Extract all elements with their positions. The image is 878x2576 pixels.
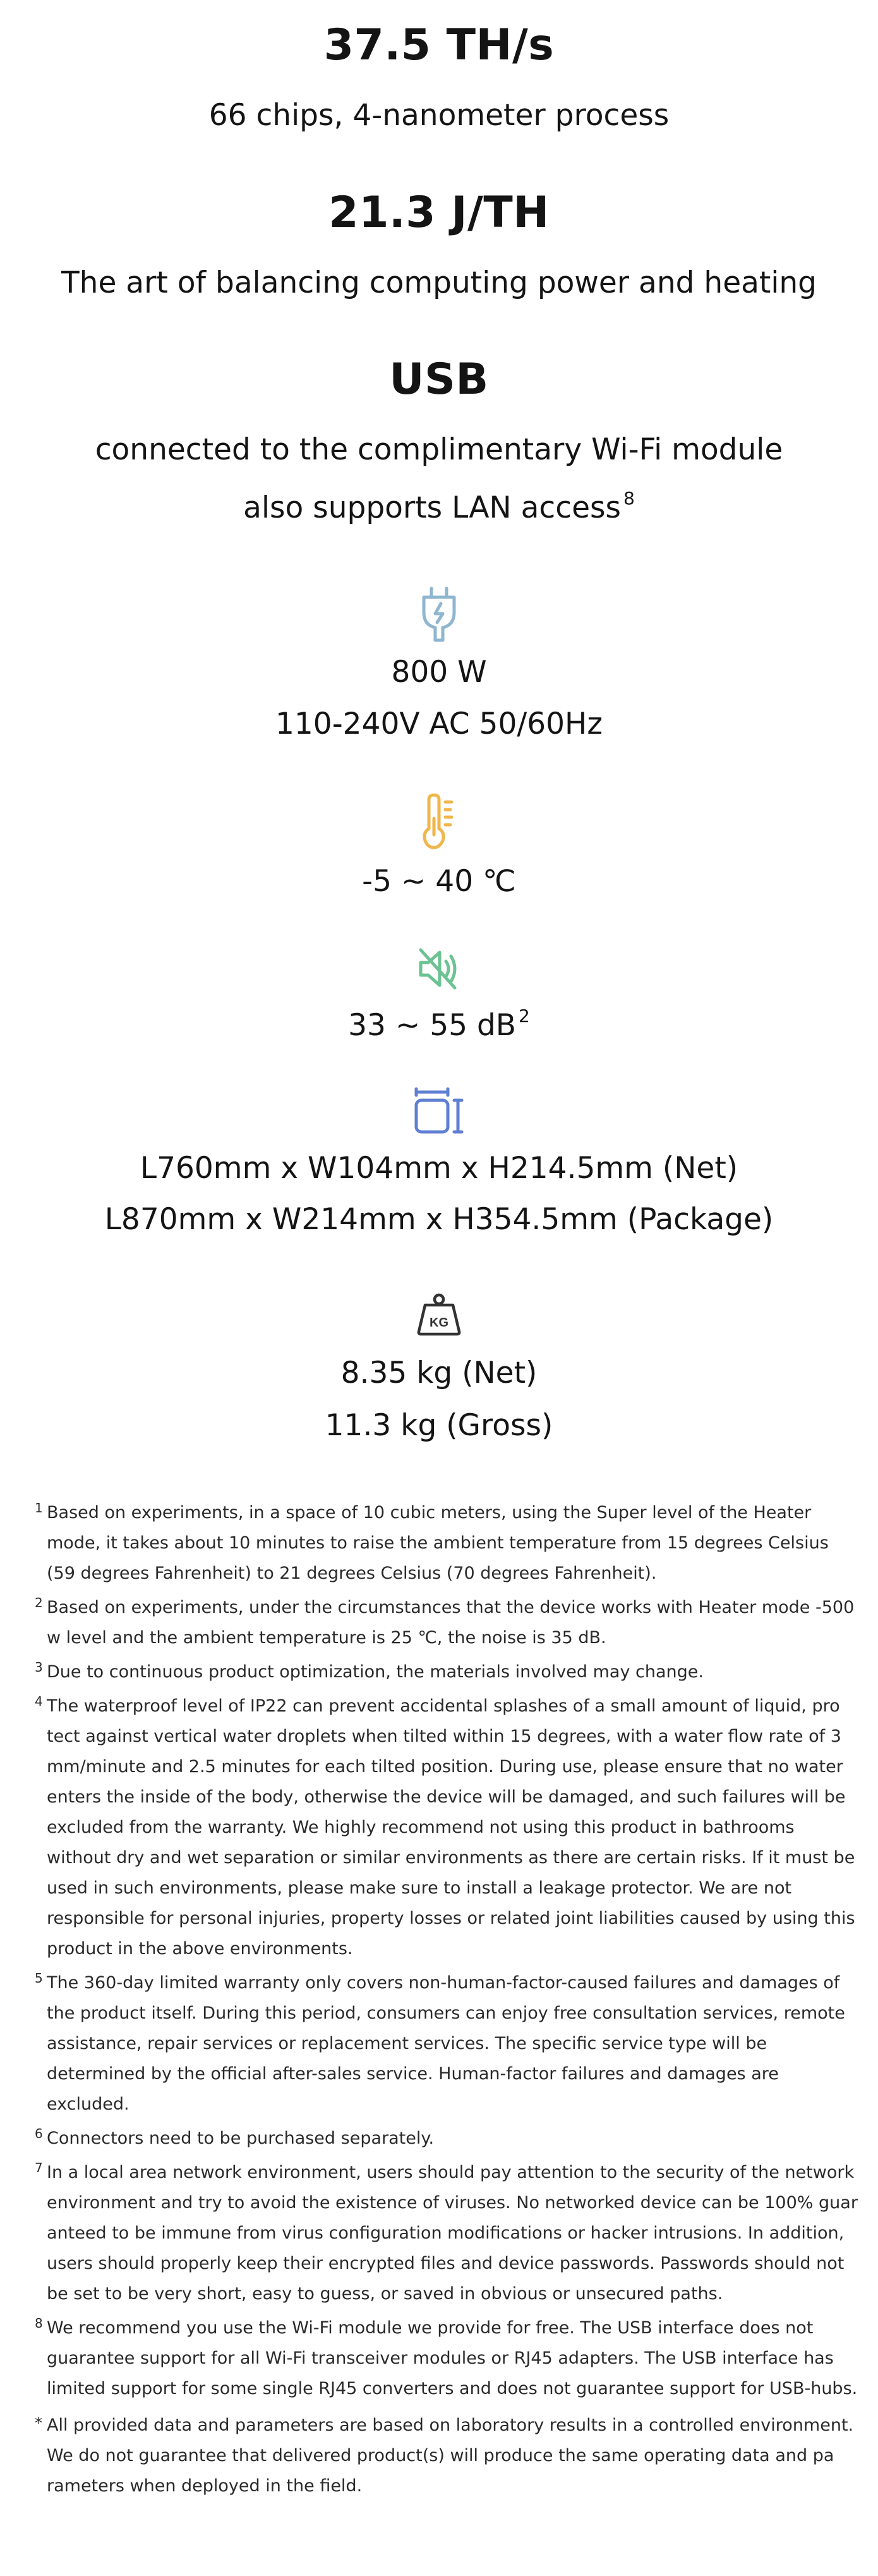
footnote-4: [35, 1691, 862, 1964]
footnote-number: 8: [35, 2316, 43, 2331]
dimensions-package: L870mm x W214mm x H354.5mm (Package): [104, 1202, 774, 1237]
footnote-number: 1: [35, 1500, 43, 1516]
footnote-disclaimer: [35, 2410, 862, 2501]
noise-wrap: [0, 1005, 878, 1043]
footnote-number: 2: [35, 1595, 43, 1610]
footnote-2: [35, 1593, 862, 1653]
connectivity-value: USB: [389, 355, 489, 404]
connectivity-line1: connected to the complimentary Wi-Fi module: [95, 432, 783, 467]
weight-icon-label: KG: [430, 1316, 448, 1330]
hashrate-detail: 66 chips, 4-nanometer process: [208, 98, 670, 133]
dimensions-icon: [414, 1085, 464, 1134]
footnote-text: All provided data and parameters are based on laboratory results in a controlled environment. We do not guarantee that delivered product(s) will produce the same operating data and pa rameters when deployed in the field.: [47, 2415, 854, 2496]
plug-icon: [420, 586, 458, 644]
footnote-5: [35, 1968, 862, 2120]
footnotes: [35, 1498, 862, 2505]
temperature-range: -5 ~ 40 ℃: [362, 864, 516, 899]
noise-range: 33 ~ 55 dB: [348, 1008, 517, 1043]
footnote-1: [35, 1498, 862, 1589]
footnote-text: Based on experiments, in a space of 10 cubic meters, using the Super level of the Heater mode, it takes about 10 minutes to raise the ambient temperature from 15 degrees Celsius (59 degrees Fahrenheit) to 21 degrees Celsius (70 degrees Fahrenheit).: [47, 1503, 829, 1583]
weight-gross: 11.3 kg (Gross): [325, 1408, 553, 1443]
footnote-number: 7: [35, 2160, 43, 2175]
footnote-number: 3: [35, 1660, 43, 1675]
footnote-6: [35, 2123, 862, 2154]
footnote-text: Connectors need to be purchased separately.: [47, 2129, 435, 2148]
footnote-text: The waterproof level of IP22 can prevent accidental splashes of a small amount of liquid, pro tect against vertical water droplets when tilted within 15 degrees, with a water flow rate of 3 mm/minute and 2.5 minutes for each tilted position. During use, please ensure that no water enters the inside of the body, otherwise the device will be damaged, and such failures will be excluded from the warranty. We highly recommend not using this product in bathrooms without dry and wet separation or similar environments as there are certain risks. If it must be used in such environments, please make sure to install a leakage protector. We are not responsible for personal injuries, property losses or related joint liabilities caused by using this product in the above environments.: [47, 1696, 855, 1959]
efficiency-detail: The art of balancing computing power and heating: [61, 265, 817, 300]
weight-net: 8.35 kg (Net): [340, 1356, 538, 1390]
power-voltage: 110-240V AC 50/60Hz: [275, 707, 603, 741]
footnote-number: 6: [35, 2126, 43, 2141]
footnote-number: 4: [35, 1694, 43, 1709]
power-watts: 800 W: [391, 655, 487, 690]
footnote-text: Based on experiments, under the circumstances that the device works with Heater mode -500 w level and the ambient temperature is 25 ℃, the noise is 35 dB.: [47, 1598, 855, 1648]
footnote-text: The 360-day limited warranty only covers non-human-factor-caused failures and damages of the product itself. During this period, consumers can enjoy free consultation services, remote assistance, repair services or replacement services. The specific service type will be determined by the official after-sales service. Human-factor failures and damages are excluded.: [47, 1973, 845, 2114]
connectivity-line2: also supports LAN access: [243, 490, 621, 525]
weight-kg-icon: [416, 1292, 462, 1337]
footnote-7: [35, 2158, 862, 2309]
mute-speaker-icon: [417, 946, 461, 992]
footnote-3: [35, 1657, 862, 1687]
hashrate-value: 37.5 TH/s: [323, 20, 555, 70]
footnote-8: [35, 2313, 862, 2404]
connectivity-footnote-ref: 8: [623, 488, 635, 509]
noise-footnote-ref: 2: [519, 1005, 530, 1027]
footnote-text: In a local area network environment, users should pay attention to the security of the network environment and try to avoid the existence of viruses. No networked device can be 100% guar anteed to be immune from virus configuration modifications or hacker intrusions. In addition, users should properly keep their encrypted files and device passwords. Passwords should not be set to be very short, easy to guess, or saved in obvious or unsecured paths.: [47, 2163, 858, 2304]
efficiency-value: 21.3 J/TH: [328, 188, 550, 238]
dimensions-net: L760mm x W104mm x H214.5mm (Net): [140, 1151, 738, 1186]
footnote-number: *: [35, 2414, 42, 2432]
footnote-text: Due to continuous product optimization, the materials involved may change.: [47, 1662, 704, 1682]
footnote-number: 5: [35, 1971, 43, 1986]
thermometer-icon: [420, 793, 458, 850]
connectivity-line2-wrap: [0, 490, 878, 525]
footnote-text: We recommend you use the Wi-Fi module we provide for free. The USB interface does not guarantee support for all Wi-Fi transceiver modules or RJ45 adapters. The USB interface has limited support for some single RJ45 converters and does not guarantee support for USB-hubs.: [47, 2318, 858, 2398]
